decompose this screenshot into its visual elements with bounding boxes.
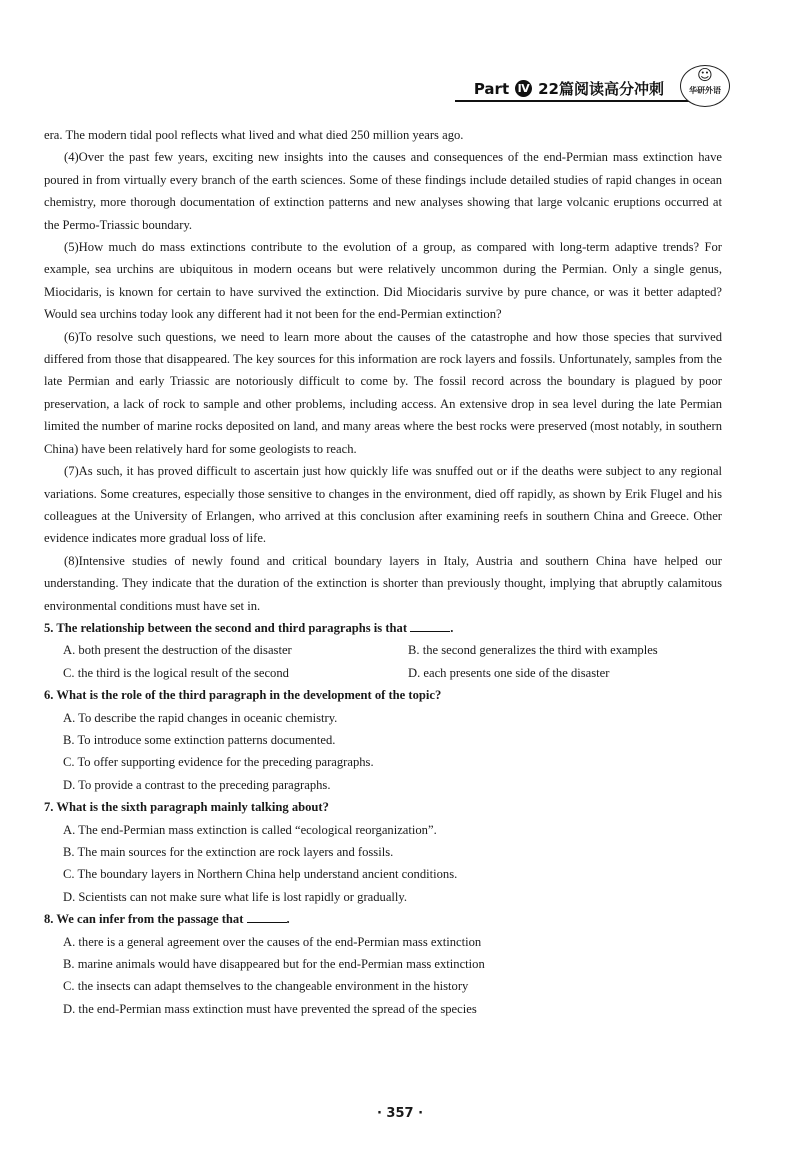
header-rule [455, 100, 720, 102]
publisher-logo [680, 65, 730, 107]
page-content [44, 124, 722, 1020]
question-8: 8. We can infer from the passage that . [44, 912, 290, 927]
answer-blank [247, 910, 287, 923]
part-number-badge: Ⅳ [515, 80, 532, 97]
option-5b: B. the second generalizes the third with examples [408, 643, 658, 658]
logo-text: 华研外语 [689, 86, 721, 95]
question-8-stem: 8. We can infer from the passage that [44, 912, 244, 927]
answer-blank [410, 619, 450, 632]
question-5: 5. The relationship between the second and third paragraphs is that . [44, 620, 454, 635]
part-label: Part [473, 79, 510, 98]
option-8a: A. there is a general agreement over the causes of the end-Permian mass extinction [63, 934, 482, 949]
option-6b: B. To introduce some extinction patterns documented. [63, 732, 336, 747]
option-7d: D. Scientists can not make sure what life is lost rapidly or gradually. [63, 889, 408, 904]
frog-icon: ☺ [697, 66, 713, 84]
section-title: 22篇阅读高分冲刺 [538, 80, 664, 98]
paragraph-6: (6)To resolve such questions, we need to learn more about the causes of the catastrophe and how those species that survived differed from those that disappeared. The key sources for this information are rock layers and fossils. Unfortunately, samples from the late Permian and early Triassic are notoriously difficult to come by. The fossil record across the boundary is plagued by poor preservation, a lack of rock to sample and other problems, including access. An extensive drop in sea level during the late Permian limited the number of marine rocks deposited on land, and many areas where the best rocks were preserved (most notably, in southern China) have been relatively hard for some geologists to reach. [44, 329, 722, 456]
paragraph-4: (4)Over the past few years, exciting new insights into the causes and consequences of the end-Permian mass extinction have poured in from virtually every branch of the earth sciences. Some of these findings include detailed studies of rapid changes in ocean chemistry, more thorough documentation of extinction patterns and new analyses showing that large volcanic eruptions occurred at the Permo-Triassic boundary. [44, 150, 722, 232]
page-number: · 357 · [376, 1106, 424, 1121]
option-7a: A. The end-Permian mass extinction is called “ecological reorganization”. [63, 822, 437, 837]
option-6c: C. To offer supporting evidence for the preceding paragraphs. [63, 755, 374, 770]
option-8b: B. marine animals would have disappeared but for the end-Permian mass extinction [63, 957, 485, 972]
question-6-options [44, 707, 722, 797]
question-5-stem: 5. The relationship between the second and third paragraphs is that [44, 620, 408, 635]
option-5d: D. each presents one side of the disaster [408, 665, 610, 680]
option-6a: A. To describe the rapid changes in oceanic chemistry. [63, 710, 338, 725]
question-5-options [44, 639, 722, 684]
option-5c: C. the third is the logical result of the second [63, 665, 289, 680]
option-8c: C. the insects can adapt themselves to the changeable environment in the history [63, 979, 469, 994]
question-7: 7. What is the sixth paragraph mainly talking about? [44, 800, 329, 815]
question-7-options [44, 819, 722, 909]
paragraph-5: (5)How much do mass extinctions contribute to the evolution of a group, as compared with long-term adaptive trends? For example, sea urchins are ubiquitous in modern oceans but were relatively uncommon during the Permian. Only a single genus, Miocidaris, is known for certain to have survived the extinction. Did Miocidaris survive by pure chance, or was it better adapted? Would sea urchins today look any different had it not been for the end-Permian extinction? [44, 240, 722, 322]
option-7c: C. The boundary layers in Northern China help understand ancient conditions. [63, 867, 458, 882]
paragraph-continued: era. The modern tidal pool reflects what lived and what died 250 million years ago. [44, 128, 464, 142]
option-7b: B. The main sources for the extinction are rock layers and fossils. [63, 845, 394, 859]
option-8d: D. the end-Permian mass extinction must have prevented the spread of the species [63, 1001, 477, 1016]
option-6d: D. To provide a contrast to the preceding paragraphs. [63, 777, 331, 792]
paragraph-8: (8)Intensive studies of newly found and critical boundary layers in Italy, Austria and southern China have helped our understanding. They indicate that the duration of the extinction is shorter than previously thought, implying that abruptly calamitous environmental conditions must have set in. [44, 553, 722, 613]
option-5a: A. both present the destruction of the disaster [63, 643, 292, 658]
question-6: 6. What is the role of the third paragraph in the development of the topic? [44, 688, 442, 703]
question-8-options [44, 931, 722, 1021]
paragraph-7: (7)As such, it has proved difficult to ascertain just how quickly life was snuffed out or if the deaths were subject to any regional variations. Some creatures, especially those sensitive to changes in the environment, died off rapidly, as shown by Erik Flugel and his colleagues at the University of Erlangen, who arrived at this conclusion after examining reefs in southern China and Greece. Other evidence indicates more gradual loss of life. [44, 464, 722, 546]
